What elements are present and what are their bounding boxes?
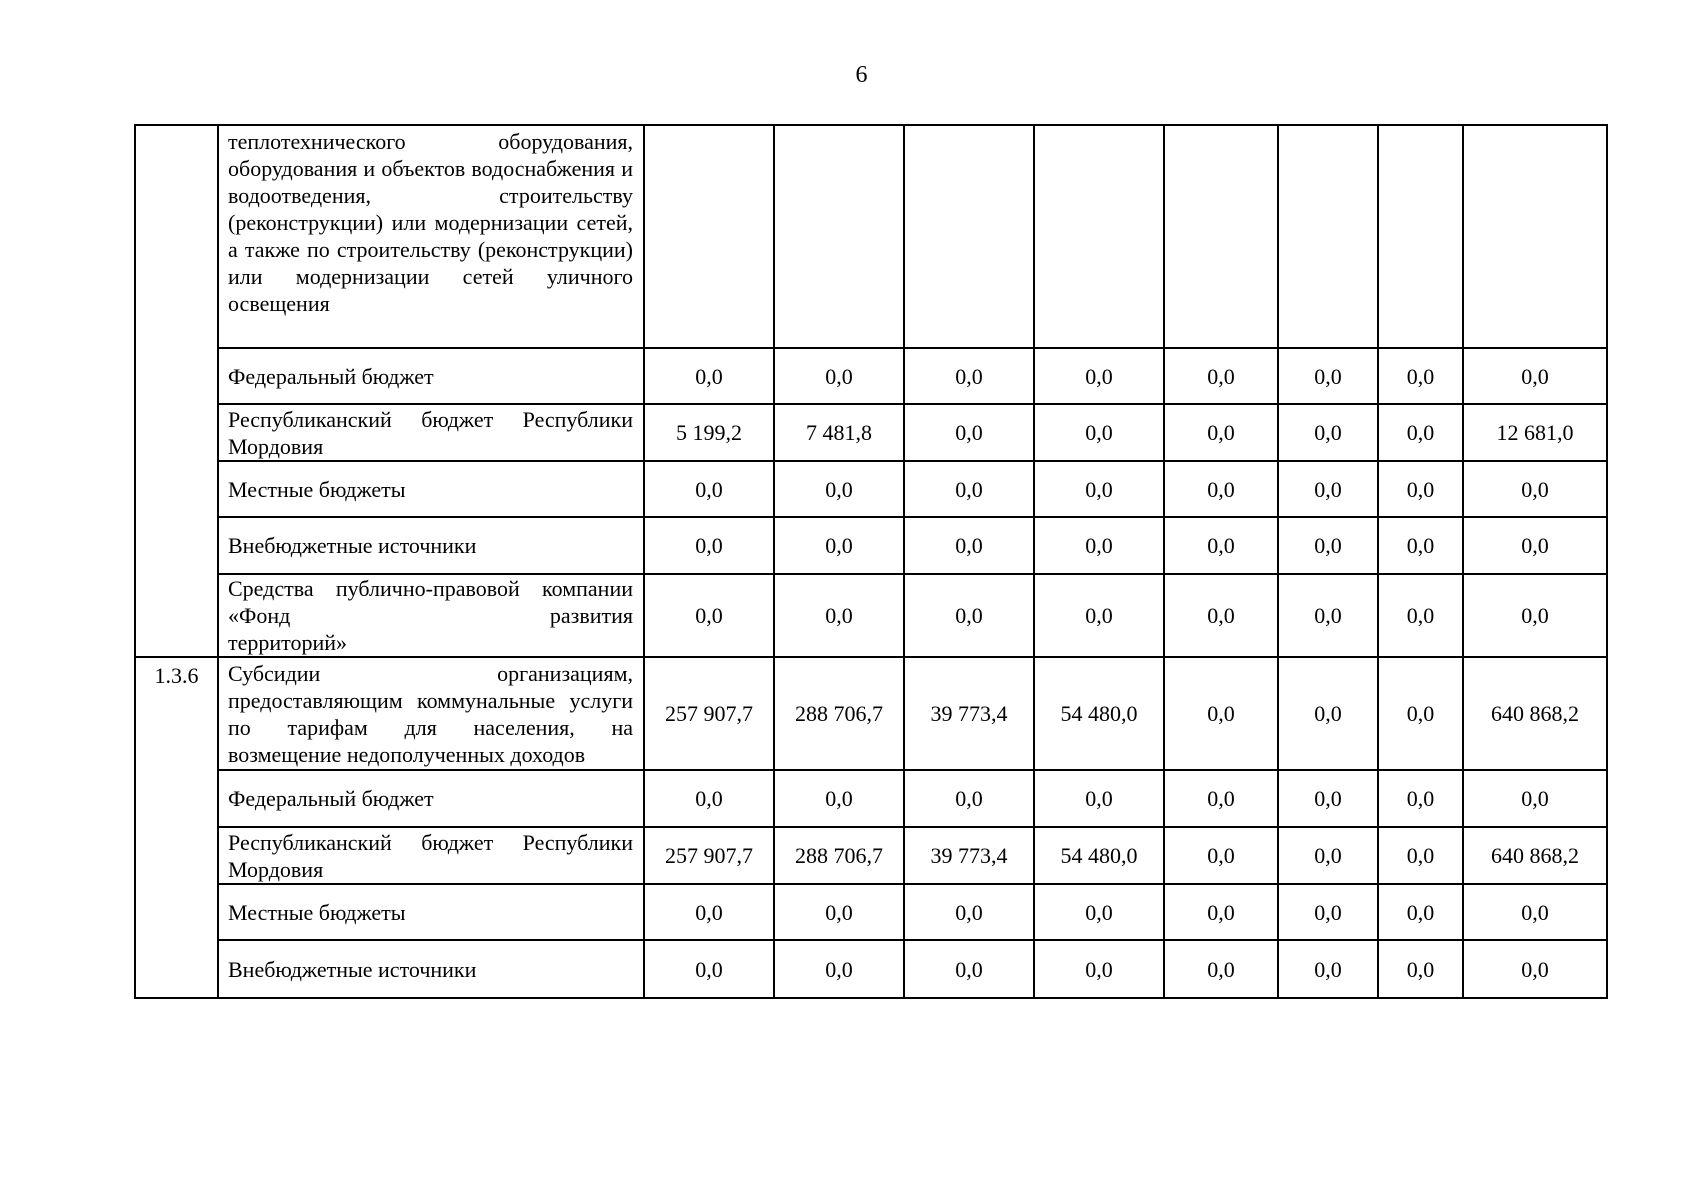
value-cell: 0,0	[1164, 461, 1278, 517]
value-cell: 0,0	[904, 940, 1034, 998]
value-cell: 39 773,4	[904, 827, 1034, 884]
value-cell: 0,0	[1378, 461, 1463, 517]
value-cell: 0,0	[1034, 574, 1164, 657]
item-name-cell	[218, 125, 644, 348]
item-name-text: Внебюджетные источники	[228, 533, 477, 558]
table-row	[135, 940, 1607, 998]
value-cell: 0,0	[904, 517, 1034, 574]
item-name-text: Внебюджетные источники	[228, 956, 477, 982]
item-number-cell	[135, 125, 218, 657]
value-cell: 0,0	[1164, 770, 1278, 827]
value-cell: 0,0	[1164, 657, 1278, 770]
value-cell: 0,0	[1278, 517, 1378, 574]
value-cell: 0,0	[1378, 657, 1463, 770]
value-cell: 0,0	[904, 348, 1034, 404]
item-name-cell	[218, 940, 644, 998]
table-row	[135, 657, 1607, 770]
value-cell: 0,0	[1164, 940, 1278, 998]
table-row	[135, 827, 1607, 884]
value-cell: 0,0	[1378, 827, 1463, 884]
value-cell: 5 199,2	[644, 404, 774, 461]
value-cell: 0,0	[904, 884, 1034, 940]
table-row	[135, 770, 1607, 827]
value-cell: 0,0	[1164, 517, 1278, 574]
table-body	[135, 125, 1607, 998]
value-cell: 0,0	[904, 770, 1034, 827]
item-name-cell	[218, 770, 644, 827]
item-name-text: Республиканский бюджет Республики	[228, 406, 633, 432]
value-cell	[1463, 125, 1607, 348]
item-name-cell	[218, 517, 644, 574]
item-name-text: Федеральный бюджет	[228, 363, 434, 389]
value-cell: 640 868,2	[1463, 657, 1607, 770]
value-cell: 0,0	[904, 404, 1034, 461]
value-cell: 0,0	[1034, 884, 1164, 940]
item-name-cell	[218, 574, 644, 657]
value-cell: 0,0	[774, 770, 904, 827]
value-cell	[774, 125, 904, 348]
value-cell: 0,0	[1034, 461, 1164, 517]
value-cell: 0,0	[644, 348, 774, 404]
value-cell: 0,0	[1463, 574, 1607, 657]
value-cell	[1378, 125, 1463, 348]
value-cell: 0,0	[1164, 827, 1278, 884]
value-cell: 39 773,4	[904, 657, 1034, 770]
item-name-text: Местные бюджеты	[228, 899, 406, 925]
budget-table	[134, 124, 1608, 999]
value-cell: 0,0	[1378, 574, 1463, 657]
item-number-cell: 1.3.6	[135, 657, 218, 998]
table-row	[135, 461, 1607, 517]
item-name-cell	[218, 404, 644, 461]
value-cell	[1034, 125, 1164, 348]
value-cell: 0,0	[1034, 770, 1164, 827]
item-name-cell	[218, 884, 644, 940]
item-name-text: территорий»	[228, 630, 348, 655]
value-cell: 0,0	[1378, 884, 1463, 940]
value-cell: 0,0	[1164, 884, 1278, 940]
table-row	[135, 884, 1607, 940]
table-row	[135, 517, 1607, 574]
value-cell: 0,0	[1463, 770, 1607, 827]
item-name-text: Мордовия	[228, 856, 324, 882]
item-name-text: Федеральный бюджет	[228, 786, 434, 811]
item-name-text: Республиканский бюджет Республики	[228, 829, 633, 855]
value-cell	[904, 125, 1034, 348]
item-name-cell	[218, 827, 644, 884]
value-cell: 0,0	[644, 517, 774, 574]
value-cell: 0,0	[644, 770, 774, 827]
value-cell: 0,0	[1278, 461, 1378, 517]
value-cell: 0,0	[1278, 574, 1378, 657]
value-cell: 0,0	[1164, 348, 1278, 404]
value-cell: 0,0	[774, 884, 904, 940]
value-cell: 0,0	[1278, 884, 1378, 940]
value-cell: 0,0	[1278, 827, 1378, 884]
value-cell: 0,0	[904, 461, 1034, 517]
page-number: 6	[855, 62, 868, 88]
value-cell: 0,0	[1278, 940, 1378, 998]
value-cell: 0,0	[904, 574, 1034, 657]
value-cell: 0,0	[774, 940, 904, 998]
item-name-text: теплотехнического оборудования, оборудования и объектов водоснабжения и водоотведения, строительству (реконструкции) или модернизации сетей, а также по строительству (реконструкции) или модернизации сетей уличного	[228, 129, 633, 289]
table-row	[135, 574, 1607, 657]
value-cell: 0,0	[1378, 517, 1463, 574]
value-cell: 257 907,7	[644, 827, 774, 884]
value-cell: 54 480,0	[1034, 827, 1164, 884]
value-cell: 0,0	[1034, 940, 1164, 998]
value-cell: 0,0	[1278, 770, 1378, 827]
value-cell: 0,0	[774, 461, 904, 517]
value-cell: 7 481,8	[774, 404, 904, 461]
table-row	[135, 404, 1607, 461]
value-cell	[644, 125, 774, 348]
value-cell: 288 706,7	[774, 827, 904, 884]
value-cell: 0,0	[1278, 348, 1378, 404]
item-name-text: Средства публично-правовой компании «Фонд развития	[228, 576, 633, 628]
value-cell: 640 868,2	[1463, 827, 1607, 884]
value-cell: 0,0	[1463, 461, 1607, 517]
value-cell: 0,0	[1378, 404, 1463, 461]
value-cell: 0,0	[1378, 348, 1463, 404]
value-cell: 0,0	[644, 461, 774, 517]
value-cell: 0,0	[1034, 404, 1164, 461]
item-name-text: Субсидии организациям, предоставляющим коммунальные услуги по тарифам для населения, на	[228, 660, 633, 740]
value-cell: 0,0	[644, 574, 774, 657]
value-cell: 0,0	[1164, 404, 1278, 461]
value-cell: 12 681,0	[1463, 404, 1607, 461]
value-cell: 0,0	[1034, 348, 1164, 404]
value-cell: 0,0	[1378, 940, 1463, 998]
item-name-text: Мордовия	[228, 433, 324, 459]
value-cell: 0,0	[774, 574, 904, 657]
value-cell: 257 907,7	[644, 657, 774, 770]
value-cell: 288 706,7	[774, 657, 904, 770]
item-name-cell	[218, 461, 644, 517]
item-name-text: возмещение недополученных доходов	[228, 741, 586, 767]
item-name-text: освещения	[228, 291, 330, 316]
value-cell: 0,0	[1463, 884, 1607, 940]
value-cell: 0,0	[644, 884, 774, 940]
value-cell: 54 480,0	[1034, 657, 1164, 770]
item-name-text: Местные бюджеты	[228, 476, 406, 502]
value-cell: 0,0	[644, 940, 774, 998]
value-cell: 0,0	[1034, 517, 1164, 574]
value-cell: 0,0	[1278, 657, 1378, 770]
table-row	[135, 125, 1607, 348]
value-cell: 0,0	[1463, 348, 1607, 404]
value-cell: 0,0	[1278, 404, 1378, 461]
value-cell: 0,0	[1463, 940, 1607, 998]
value-cell: 0,0	[1378, 770, 1463, 827]
value-cell: 0,0	[774, 348, 904, 404]
value-cell	[1164, 125, 1278, 348]
value-cell: 0,0	[1463, 517, 1607, 574]
item-name-cell	[218, 348, 644, 404]
table-row	[135, 348, 1607, 404]
value-cell: 0,0	[1164, 574, 1278, 657]
item-name-cell	[218, 657, 644, 770]
value-cell	[1278, 125, 1378, 348]
value-cell: 0,0	[774, 517, 904, 574]
